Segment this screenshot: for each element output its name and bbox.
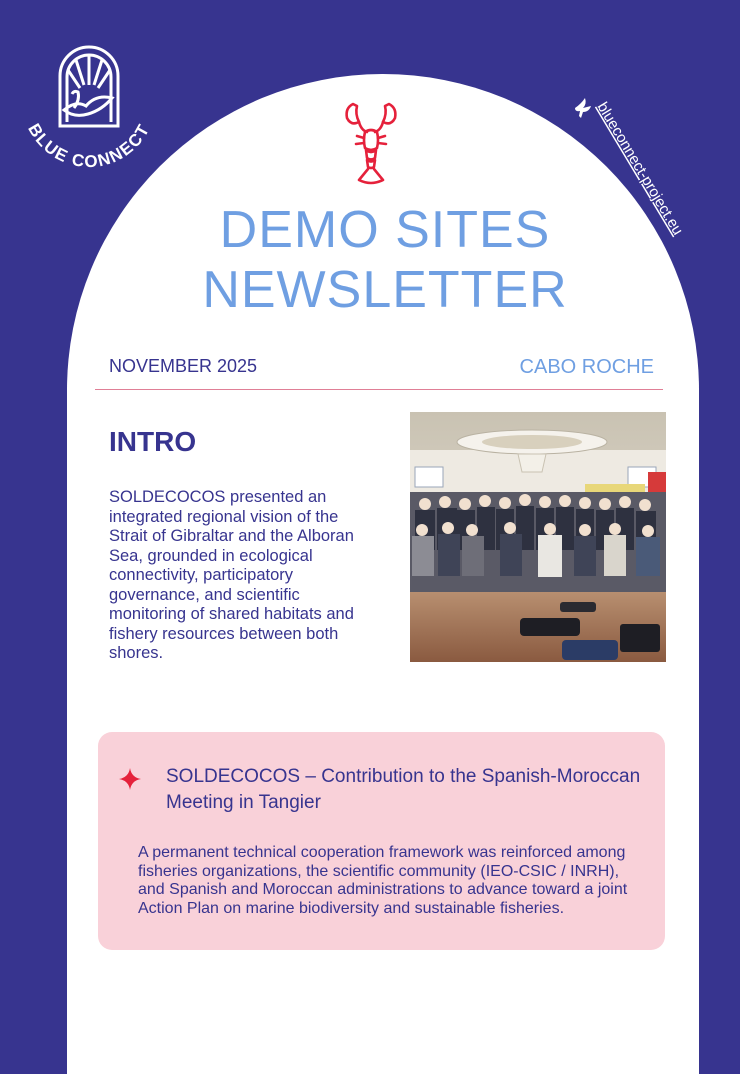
meeting-photo [410, 412, 666, 694]
lobster-icon [343, 100, 399, 188]
issue-date: NOVEMBER 2025 [109, 356, 258, 376]
intro-heading: INTRO [109, 426, 197, 457]
brand-name: BLUE CONNECT [24, 120, 154, 172]
header-divider [95, 389, 663, 390]
svg-text:BLUE CONNECT [24, 120, 154, 171]
title-line-2: NEWSLETTER [202, 261, 568, 319]
title-line-1: DEMO SITES [219, 201, 551, 259]
intro-paragraph: SOLDECOCOS presented an integrated regional vision of the Strait of Gibraltar and the Alboran Sea, grounded in ecological connectivity, participatory governance, and scientific monitoring of shared habitats and fishery resources between both shores. [109, 488, 354, 662]
blue-connect-logo-icon [14, 30, 164, 180]
newsletter-title [140, 200, 630, 320]
demo-site-name: CABO ROCHE [519, 356, 654, 378]
highlight-text: A permanent technical cooperation framework was reinforced among fisheries organizations, the scientific community (IEO-CSIC / INRH), and Spanish and Moroccan administrations to advance toward a joint Action Plan on marine biodiversity and sustainable fisheries. [138, 844, 628, 917]
tail-icon [575, 98, 591, 118]
highlight-title: SOLDECOCOS – Contribution to the Spanish-Moroccan Meeting in Tangier [166, 766, 641, 813]
website-url[interactable]: blueconnect-project.eu [593, 99, 687, 239]
sparkle-icon [119, 768, 141, 790]
